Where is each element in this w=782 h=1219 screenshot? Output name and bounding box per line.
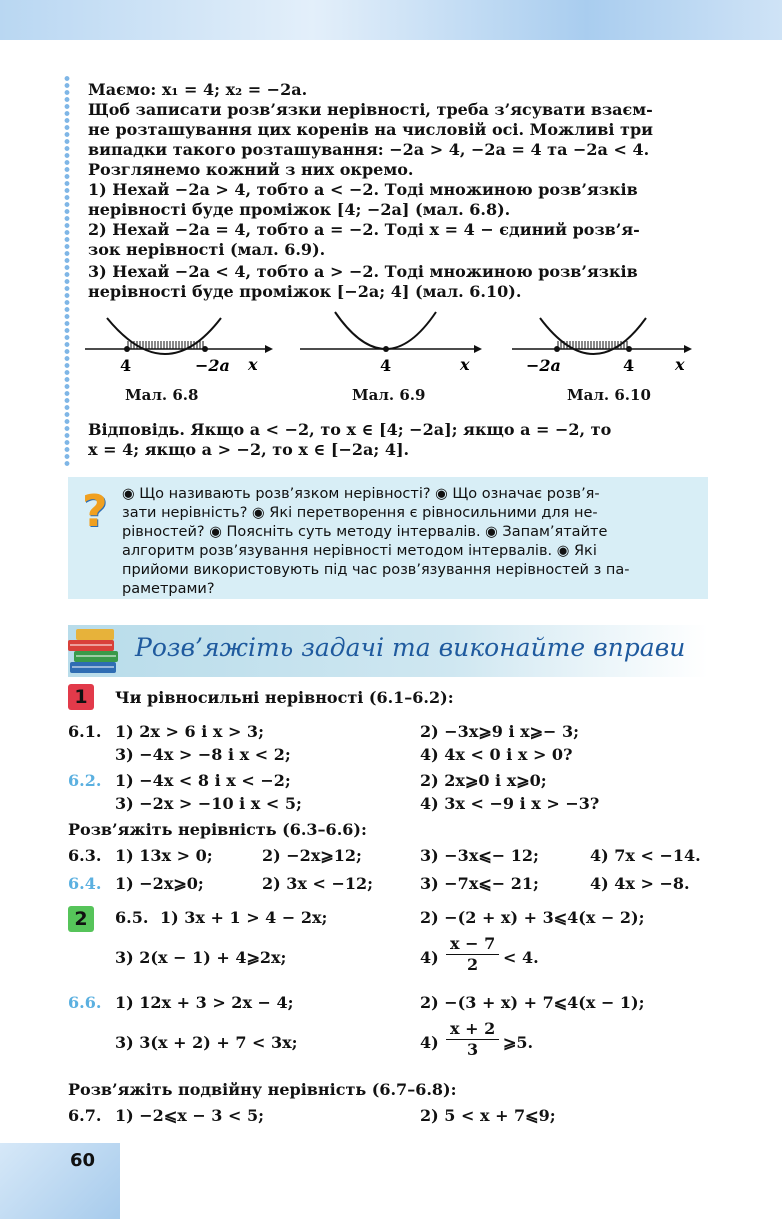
axis-arrow	[265, 345, 273, 353]
exercise-heading: Розв’яжіть подвійну нерівність (6.7–6.8):	[68, 1080, 457, 1099]
top-decor-band	[0, 0, 782, 40]
exercise-item: 2) 2x⩾0 і x⩾0;	[420, 771, 547, 790]
section-title: Розв’яжіть задачі та виконайте вправи	[135, 633, 686, 662]
exercise-item: 2) −(3 + x) + 7⩽4(x − 1);	[420, 993, 645, 1012]
point-label: −2a	[195, 356, 230, 375]
exercise-item: 2) 5 < x + 7⩽9;	[420, 1106, 556, 1125]
point-label: 4	[623, 356, 635, 375]
fraction	[446, 934, 499, 975]
root-point	[554, 346, 560, 352]
exercise-item: 4)	[420, 1033, 439, 1052]
point-label: 4	[120, 356, 132, 375]
exercise-item: 3) −7x⩽− 21;	[420, 874, 539, 893]
question-line: алгоритм розв’язування нерівності методом інтервалів. ◉ Які	[122, 543, 597, 559]
exercise-item: 3) −3x⩽− 12;	[420, 846, 539, 865]
bottom-corner-decor	[0, 1143, 120, 1219]
fraction-numerator: x − 7	[446, 934, 499, 955]
question-line: раметрами?	[122, 581, 215, 597]
exercise-heading: Розв’яжіть нерівність (6.3–6.6):	[68, 820, 367, 839]
exercise-item: 1) −4x < 8 і x < −2;	[115, 771, 291, 790]
figure-6-9	[300, 310, 490, 380]
exercise-item: 3) −4x > −8 і x < 2;	[115, 745, 291, 764]
text-line: 3) Нехай −2a < 4, тобто a > −2. Тоді множиною розв’язків	[88, 262, 638, 281]
exercise-item: 4) 3x < −9 і x > −3?	[420, 794, 600, 813]
exercise-item: 1) 13x > 0;	[115, 846, 213, 865]
question-line: ◉ Що називають розв’язком нерівності? ◉ Що означає розв’я-	[122, 486, 600, 502]
exercise-item: ⩾5.	[503, 1033, 534, 1052]
exercise-item: 2) 3x < −12;	[262, 874, 374, 893]
point-label: −2a	[526, 356, 561, 375]
page-number: 60	[70, 1150, 96, 1171]
figure-6-8	[85, 310, 275, 380]
question-line: прийоми використовують під час розв’язування нерівностей з па-	[122, 562, 630, 578]
root-point	[626, 346, 632, 352]
exercise-number: 6.1.	[68, 722, 102, 741]
fraction-numerator: x + 2	[446, 1019, 499, 1040]
point-label: 4	[380, 356, 392, 375]
exercise-item: 3) 3(x + 2) + 7 < 3x;	[115, 1033, 298, 1052]
level-1-badge: 1	[68, 684, 94, 710]
exercise-number: 6.6.	[68, 993, 102, 1012]
axis-arrow	[474, 345, 482, 353]
text-line: не розташування цих коренів на числовій осі. Можливі три	[88, 120, 654, 139]
exercise-item: 2) −(2 + x) + 3⩽4(x − 2);	[420, 908, 645, 927]
exercise-item: < 4.	[503, 948, 539, 967]
root-point	[383, 346, 389, 352]
axis-label: x	[675, 355, 685, 374]
exercise-item: 4) 4x > −8.	[590, 874, 690, 893]
axis-label: x	[460, 355, 470, 374]
exercise-item: 1) −2⩽x − 3 < 5;	[115, 1106, 265, 1125]
figure-caption: Мал. 6.10	[567, 386, 651, 404]
exercise-number: 6.2.	[68, 771, 102, 790]
exercise-number: 6.7.	[68, 1106, 102, 1125]
exercise-number: 6.5.	[115, 908, 149, 927]
fraction-denominator: 3	[467, 1040, 479, 1059]
parabola-curve	[335, 312, 436, 349]
fraction-denominator: 2	[467, 955, 479, 974]
figure-caption: Мал. 6.9	[352, 386, 426, 404]
question-line: рівностей? ◉ Поясніть суть методу інтервалів. ◉ Запам’ятайте	[122, 524, 608, 540]
exercise-item: 3) 2(x − 1) + 4⩾2x;	[115, 948, 287, 967]
axis-arrow	[684, 345, 692, 353]
exercise-item: 1) 3x + 1 > 4 − 2x;	[160, 908, 328, 927]
answer-line: Відповідь. Якщо a < −2, то x ∈ [4; −2a]; якщо a = −2, то	[88, 420, 612, 439]
root-point	[124, 346, 130, 352]
text-line: Щоб записати розв’язки нерівності, треба з’ясувати взаєм-	[88, 100, 653, 119]
text-line: 1) Нехай −2a > 4, тобто a < −2. Тоді множиною розв’язків	[88, 180, 638, 199]
exercise-item: 1) 2x > 6 і x > 3;	[115, 722, 264, 741]
fraction	[446, 1019, 499, 1060]
question-mark-icon: ?	[82, 486, 108, 537]
text-line: випадки такого розташування: −2a > 4, −2a = 4 та −2a < 4.	[88, 140, 650, 159]
exercise-item: 2) −2x⩾12;	[262, 846, 362, 865]
exercise-item: 1) −2x⩾0;	[115, 874, 204, 893]
exercise-item: 4)	[420, 948, 439, 967]
text-line: зок нерівності (мал. 6.9).	[88, 240, 326, 259]
text-line: Розглянемо кожний з них окремо.	[88, 160, 414, 179]
text-line: Маємо: x₁ = 4; x₂ = −2a.	[88, 80, 308, 99]
root-point	[202, 346, 208, 352]
exercise-item: 3) −2x > −10 і x < 5;	[115, 794, 302, 813]
dotted-margin-decor	[64, 75, 70, 467]
exercise-number: 6.4.	[68, 874, 102, 893]
text-line: нерівності буде проміжок [4; −2a] (мал. 6.8).	[88, 200, 511, 219]
axis-label: x	[248, 355, 258, 374]
text-line: 2) Нехай −2a = 4, тобто a = −2. Тоді x = 4 − єдиний розв’я-	[88, 220, 640, 239]
question-line: зати нерівність? ◉ Які перетворення є рівносильними для не-	[122, 505, 598, 521]
exercise-item: 1) 12x + 3 > 2x − 4;	[115, 993, 294, 1012]
exercise-item: 4) 4x < 0 і x > 0?	[420, 745, 573, 764]
books-icon	[66, 622, 124, 680]
text-line: нерівності буде проміжок [−2a; 4] (мал. 6.10).	[88, 282, 522, 301]
exercise-item: 2) −3x⩾9 і x⩾− 3;	[420, 722, 580, 741]
exercise-item: 4) 7x < −14.	[590, 846, 701, 865]
exercise-number: 6.3.	[68, 846, 102, 865]
level-2-badge: 2	[68, 906, 94, 932]
exercise-heading: Чи рівносильні нерівності (6.1–6.2):	[115, 688, 454, 707]
figure-6-10	[512, 310, 702, 380]
answer-line: x = 4; якщо a > −2, то x ∈ [−2a; 4].	[88, 440, 410, 459]
figure-caption: Мал. 6.8	[125, 386, 199, 404]
